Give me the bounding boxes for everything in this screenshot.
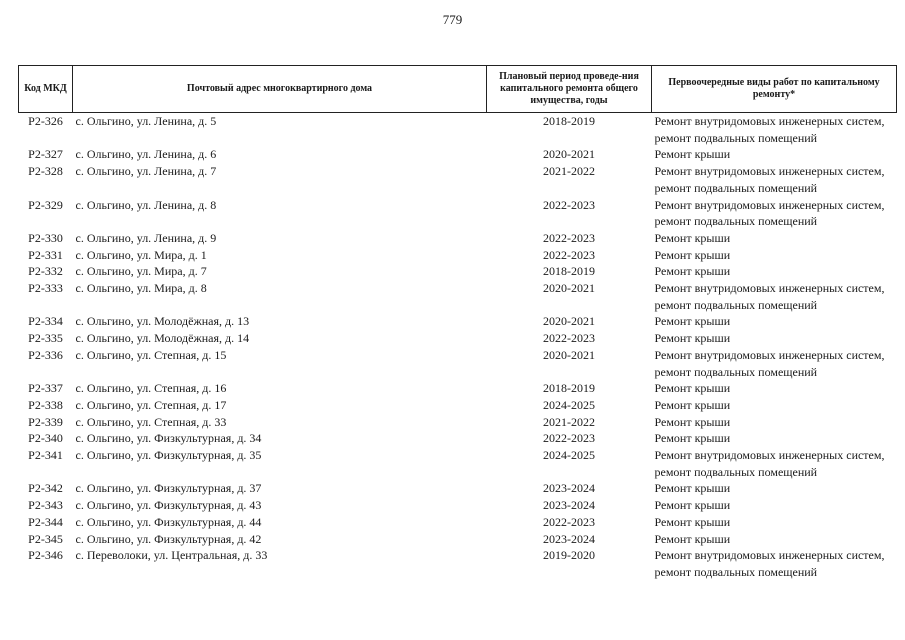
cell-code: Р2-330	[28, 230, 63, 245]
cell-period: 2023-2024	[543, 481, 595, 496]
cell-works	[652, 480, 897, 497]
cell-code: Р2-331	[28, 247, 63, 262]
cell-code: Р2-336	[28, 347, 63, 362]
cell-code: Р2-326	[28, 114, 63, 128]
works-line: Ремонт крыши	[654, 498, 731, 513]
cell-works	[652, 547, 897, 580]
works-line: ремонт подвальных помещений	[654, 297, 818, 312]
cell-works	[652, 247, 897, 264]
works-line: Ремонт внутридомовых инженерных систем,	[654, 114, 885, 128]
works-line: Ремонт крыши	[654, 230, 731, 245]
works-line: Ремонт крыши	[654, 314, 731, 329]
cell-code: Р2-328	[28, 164, 63, 179]
cell-period: 2018-2019	[543, 381, 595, 396]
table-row	[19, 547, 897, 580]
cell-works	[652, 280, 897, 313]
table-row	[19, 146, 897, 163]
cell-code: Р2-335	[28, 331, 63, 346]
table-row	[19, 497, 897, 514]
cell-address: с. Ольгино, ул. Физкультурная, д. 35	[75, 448, 262, 463]
cell-address: с. Ольгино, ул. Физкультурная, д. 44	[75, 514, 262, 529]
cell-works	[652, 146, 897, 163]
table-header	[19, 66, 897, 113]
cell-address: с. Ольгино, ул. Мира, д. 7	[75, 264, 207, 279]
cell-address: с. Ольгино, ул. Мира, д. 8	[75, 281, 207, 296]
works-line: ремонт подвальных помещений	[654, 130, 818, 145]
cell-code: Р2-345	[28, 531, 63, 546]
works-line: ремонт подвальных помещений	[654, 214, 818, 229]
cell-works	[652, 380, 897, 397]
cell-address: с. Ольгино, ул. Ленина, д. 5	[75, 114, 217, 128]
cell-address: с. Ольгино, ул. Степная, д. 15	[75, 347, 227, 362]
cell-code: Р2-343	[28, 498, 63, 513]
housing-registry-table	[18, 65, 897, 581]
cell-code: Р2-340	[28, 431, 63, 446]
cell-period: 2022-2023	[543, 331, 595, 346]
works-line: ремонт подвальных помещений	[654, 180, 818, 195]
works-line: Ремонт внутридомовых инженерных систем,	[654, 197, 885, 212]
cell-period: 2024-2025	[543, 448, 595, 463]
cell-address: с. Переволоки, ул. Центральная, д. 33	[75, 548, 268, 563]
cell-code: Р2-346	[28, 548, 63, 563]
works-line: Ремонт крыши	[654, 247, 731, 262]
cell-period: 2022-2023	[543, 514, 595, 529]
header-period: Плановый период проведе-ния капитального ремонта общего имущества, годы	[487, 66, 652, 113]
table-row	[19, 330, 897, 347]
table-row	[19, 313, 897, 330]
table-row	[19, 414, 897, 431]
cell-works	[652, 414, 897, 431]
table-row	[19, 230, 897, 247]
cell-address: с. Ольгино, ул. Степная, д. 33	[75, 414, 227, 429]
cell-code: Р2-342	[28, 481, 63, 496]
cell-address: с. Ольгино, ул. Молодёжная, д. 13	[75, 314, 250, 329]
cell-code: Р2-338	[28, 397, 63, 412]
cell-period: 2020-2021	[543, 147, 595, 162]
cell-code: Р2-329	[28, 197, 63, 212]
table-row	[19, 263, 897, 280]
table-row	[19, 113, 897, 147]
cell-code: Р2-332	[28, 264, 63, 279]
cell-address: с. Ольгино, ул. Физкультурная, д. 34	[75, 431, 262, 446]
works-line: Ремонт крыши	[654, 264, 731, 279]
cell-works	[652, 330, 897, 347]
works-line: Ремонт внутридомовых инженерных систем,	[654, 448, 885, 463]
works-line: Ремонт крыши	[654, 331, 731, 346]
cell-works	[652, 497, 897, 514]
works-line: ремонт подвальных помещений	[654, 364, 818, 379]
header-address: Почтовый адрес многоквартирного дома	[73, 66, 487, 113]
works-line: Ремонт крыши	[654, 414, 731, 429]
cell-works	[652, 430, 897, 447]
table-body	[19, 113, 897, 581]
table-row	[19, 280, 897, 313]
header-code: Код МКД	[19, 66, 73, 113]
table-row	[19, 197, 897, 230]
works-line: Ремонт крыши	[654, 431, 731, 446]
table-row	[19, 430, 897, 447]
table-row	[19, 247, 897, 264]
cell-address: с. Ольгино, ул. Ленина, д. 7	[75, 164, 217, 179]
cell-address: с. Ольгино, ул. Ленина, д. 8	[75, 197, 217, 212]
cell-period: 2020-2021	[543, 347, 595, 362]
cell-code: Р2-341	[28, 448, 63, 463]
cell-address: с. Ольгино, ул. Физкультурная, д. 37	[75, 481, 262, 496]
cell-works	[652, 514, 897, 531]
cell-works	[652, 263, 897, 280]
cell-code: Р2-334	[28, 314, 63, 329]
cell-code: Р2-344	[28, 514, 63, 529]
cell-code: Р2-339	[28, 414, 63, 429]
cell-code: Р2-327	[28, 147, 63, 162]
cell-period: 2020-2021	[543, 314, 595, 329]
cell-address: с. Ольгино, ул. Физкультурная, д. 42	[75, 531, 262, 546]
cell-address: с. Ольгино, ул. Ленина, д. 6	[75, 147, 217, 162]
cell-period: 2021-2022	[543, 414, 595, 429]
cell-works	[652, 313, 897, 330]
cell-works	[652, 531, 897, 548]
works-line: Ремонт внутридомовых инженерных систем,	[654, 164, 885, 179]
table-row	[19, 514, 897, 531]
table-row	[19, 447, 897, 480]
cell-code: Р2-337	[28, 381, 63, 396]
cell-period: 2018-2019	[543, 114, 595, 128]
works-line: Ремонт крыши	[654, 514, 731, 529]
cell-works	[652, 347, 897, 380]
works-line: Ремонт внутридомовых инженерных систем,	[654, 347, 885, 362]
page-number: 779	[442, 12, 463, 27]
cell-address: с. Ольгино, ул. Физкультурная, д. 43	[75, 498, 262, 513]
table-row	[19, 163, 897, 196]
cell-period: 2021-2022	[543, 164, 595, 179]
cell-period: 2019-2020	[543, 548, 595, 563]
cell-works	[652, 197, 897, 230]
cell-works	[652, 230, 897, 247]
header-works: Первоочередные виды работ по капитальному ремонту*	[652, 66, 897, 113]
cell-works	[652, 397, 897, 414]
cell-period: 2023-2024	[543, 498, 595, 513]
cell-period: 2023-2024	[543, 531, 595, 546]
works-line: Ремонт крыши	[654, 481, 731, 496]
works-line: Ремонт внутридомовых инженерных систем,	[654, 281, 885, 296]
works-line: Ремонт крыши	[654, 531, 731, 546]
table-row	[19, 397, 897, 414]
works-line: Ремонт крыши	[654, 397, 731, 412]
cell-address: с. Ольгино, ул. Ленина, д. 9	[75, 230, 217, 245]
works-line: ремонт подвальных помещений	[654, 464, 818, 479]
cell-works	[652, 113, 897, 147]
works-line: Ремонт крыши	[654, 381, 731, 396]
cell-code: Р2-333	[28, 281, 63, 296]
cell-period: 2022-2023	[543, 230, 595, 245]
cell-period: 2024-2025	[543, 397, 595, 412]
cell-period: 2018-2019	[543, 264, 595, 279]
works-line: ремонт подвальных помещений	[654, 564, 818, 579]
cell-works	[652, 163, 897, 196]
table-row	[19, 347, 897, 380]
table-row	[19, 480, 897, 497]
cell-address: с. Ольгино, ул. Степная, д. 16	[75, 381, 227, 396]
cell-address: с. Ольгино, ул. Степная, д. 17	[75, 397, 227, 412]
cell-period: 2020-2021	[543, 281, 595, 296]
works-line: Ремонт внутридомовых инженерных систем,	[654, 548, 885, 563]
works-line: Ремонт крыши	[654, 147, 731, 162]
cell-period: 2022-2023	[543, 197, 595, 212]
cell-address: с. Ольгино, ул. Молодёжная, д. 14	[75, 331, 250, 346]
cell-period: 2022-2023	[543, 247, 595, 262]
table-row	[19, 380, 897, 397]
cell-works	[652, 447, 897, 480]
table-row	[19, 531, 897, 548]
cell-period: 2022-2023	[543, 431, 595, 446]
cell-address: с. Ольгино, ул. Мира, д. 1	[75, 247, 207, 262]
